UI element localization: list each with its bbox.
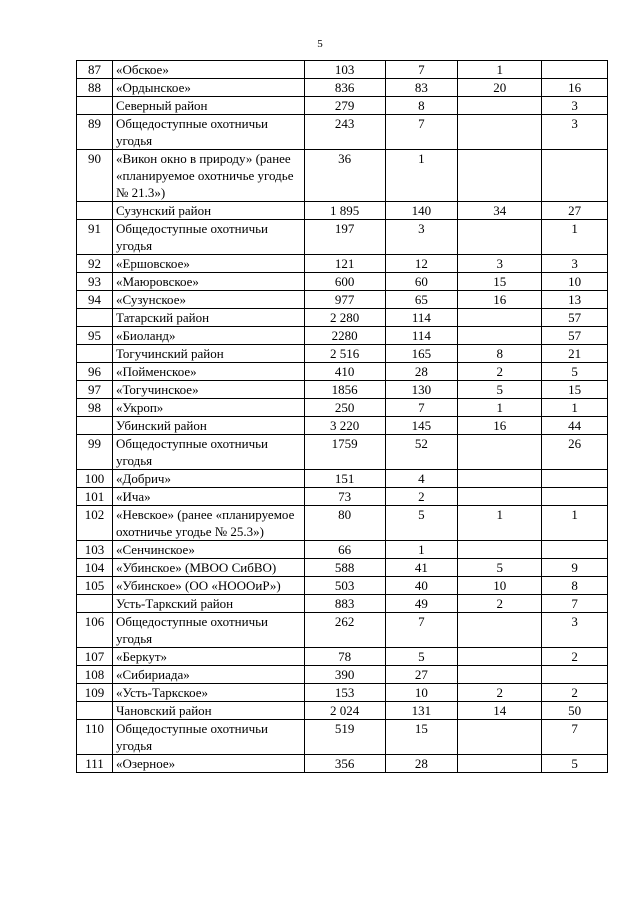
value-d-cell: 13 (542, 291, 608, 309)
value-a-cell: 78 (304, 648, 385, 666)
row-number-cell: 89 (77, 115, 113, 150)
value-c-cell: 10 (458, 577, 542, 595)
row-number-cell (77, 345, 113, 363)
value-b-cell: 28 (385, 363, 458, 381)
table-row (77, 309, 608, 327)
value-b-cell: 5 (385, 506, 458, 541)
ground-name-cell: Убинский район (112, 417, 304, 435)
row-number-cell: 102 (77, 506, 113, 541)
table-row (77, 255, 608, 273)
value-a-cell: 836 (304, 79, 385, 97)
value-b-cell: 28 (385, 755, 458, 773)
value-c-cell (458, 720, 542, 755)
table-row (77, 61, 608, 79)
value-c-cell: 16 (458, 417, 542, 435)
value-c-cell: 2 (458, 684, 542, 702)
value-a-cell: 151 (304, 470, 385, 488)
value-d-cell: 7 (542, 595, 608, 613)
value-c-cell (458, 220, 542, 255)
value-a-cell: 197 (304, 220, 385, 255)
value-a-cell: 250 (304, 399, 385, 417)
value-d-cell: 44 (542, 417, 608, 435)
table-row (77, 702, 608, 720)
row-number-cell: 100 (77, 470, 113, 488)
value-b-cell: 65 (385, 291, 458, 309)
ground-name-cell: «Сузунское» (112, 291, 304, 309)
value-a-cell: 80 (304, 506, 385, 541)
value-b-cell: 114 (385, 327, 458, 345)
table-row (77, 220, 608, 255)
row-number-cell: 106 (77, 613, 113, 648)
row-number-cell: 103 (77, 541, 113, 559)
table-row (77, 363, 608, 381)
value-d-cell: 2 (542, 684, 608, 702)
table-row (77, 115, 608, 150)
value-c-cell: 34 (458, 202, 542, 220)
value-a-cell: 356 (304, 755, 385, 773)
value-b-cell: 131 (385, 702, 458, 720)
value-a-cell: 600 (304, 273, 385, 291)
ground-name-cell: Татарский район (112, 309, 304, 327)
table-row (77, 381, 608, 399)
value-d-cell: 16 (542, 79, 608, 97)
ground-name-cell: Северный район (112, 97, 304, 115)
value-c-cell: 8 (458, 345, 542, 363)
row-number-cell (77, 595, 113, 613)
value-b-cell: 7 (385, 61, 458, 79)
value-b-cell: 10 (385, 684, 458, 702)
value-c-cell: 2 (458, 363, 542, 381)
value-c-cell (458, 613, 542, 648)
ground-name-cell: «Озерное» (112, 755, 304, 773)
value-a-cell: 1759 (304, 435, 385, 470)
value-d-cell: 15 (542, 381, 608, 399)
value-a-cell: 66 (304, 541, 385, 559)
hunting-grounds-table (76, 60, 608, 773)
row-number-cell: 96 (77, 363, 113, 381)
value-c-cell (458, 327, 542, 345)
value-c-cell: 14 (458, 702, 542, 720)
row-number-cell: 105 (77, 577, 113, 595)
table-row (77, 613, 608, 648)
ground-name-cell: Общедоступные охотничьи угодья (112, 720, 304, 755)
row-number-cell: 94 (77, 291, 113, 309)
ground-name-cell: «Невское» (ранее «планируемое охотничье угодье № 25.3») (112, 506, 304, 541)
value-d-cell (542, 470, 608, 488)
table-row (77, 755, 608, 773)
value-c-cell (458, 755, 542, 773)
value-a-cell: 410 (304, 363, 385, 381)
value-b-cell: 4 (385, 470, 458, 488)
row-number-cell (77, 97, 113, 115)
value-a-cell: 1856 (304, 381, 385, 399)
value-c-cell (458, 97, 542, 115)
table-row (77, 399, 608, 417)
value-a-cell: 2 024 (304, 702, 385, 720)
value-b-cell: 60 (385, 273, 458, 291)
value-a-cell: 2280 (304, 327, 385, 345)
table-body (77, 61, 608, 773)
table-row (77, 559, 608, 577)
table-row (77, 720, 608, 755)
value-a-cell: 883 (304, 595, 385, 613)
value-b-cell: 15 (385, 720, 458, 755)
value-c-cell (458, 115, 542, 150)
row-number-cell: 90 (77, 150, 113, 202)
ground-name-cell: «Ича» (112, 488, 304, 506)
value-b-cell: 83 (385, 79, 458, 97)
value-c-cell: 15 (458, 273, 542, 291)
table-row (77, 506, 608, 541)
value-b-cell: 49 (385, 595, 458, 613)
table-row (77, 417, 608, 435)
value-c-cell: 1 (458, 61, 542, 79)
ground-name-cell: Общедоступные охотничьи угодья (112, 613, 304, 648)
value-b-cell: 27 (385, 666, 458, 684)
value-b-cell: 1 (385, 150, 458, 202)
value-c-cell (458, 150, 542, 202)
ground-name-cell: «Обское» (112, 61, 304, 79)
value-b-cell: 8 (385, 97, 458, 115)
ground-name-cell: «Добрич» (112, 470, 304, 488)
ground-name-cell: Тогучинский район (112, 345, 304, 363)
table-row (77, 345, 608, 363)
value-b-cell: 130 (385, 381, 458, 399)
value-c-cell (458, 666, 542, 684)
table-row (77, 684, 608, 702)
row-number-cell: 104 (77, 559, 113, 577)
value-d-cell (542, 150, 608, 202)
value-c-cell (458, 541, 542, 559)
value-a-cell: 153 (304, 684, 385, 702)
ground-name-cell: «Беркут» (112, 648, 304, 666)
table-row (77, 488, 608, 506)
value-a-cell: 121 (304, 255, 385, 273)
value-d-cell: 26 (542, 435, 608, 470)
row-number-cell: 91 (77, 220, 113, 255)
value-a-cell: 103 (304, 61, 385, 79)
value-b-cell: 165 (385, 345, 458, 363)
table-row (77, 648, 608, 666)
value-a-cell: 36 (304, 150, 385, 202)
value-b-cell: 7 (385, 613, 458, 648)
value-a-cell: 977 (304, 291, 385, 309)
value-b-cell: 1 (385, 541, 458, 559)
value-d-cell: 1 (542, 220, 608, 255)
value-a-cell: 262 (304, 613, 385, 648)
ground-name-cell: «Убинское» (ОО «НОООиР») (112, 577, 304, 595)
row-number-cell: 109 (77, 684, 113, 702)
value-d-cell: 7 (542, 720, 608, 755)
value-b-cell: 7 (385, 115, 458, 150)
value-c-cell (458, 648, 542, 666)
value-d-cell: 3 (542, 97, 608, 115)
row-number-cell (77, 202, 113, 220)
row-number-cell: 87 (77, 61, 113, 79)
value-b-cell: 7 (385, 399, 458, 417)
value-d-cell: 3 (542, 613, 608, 648)
table-row (77, 273, 608, 291)
row-number-cell: 95 (77, 327, 113, 345)
row-number-cell: 111 (77, 755, 113, 773)
value-d-cell: 3 (542, 115, 608, 150)
row-number-cell (77, 417, 113, 435)
page-number: 5 (317, 38, 323, 50)
value-a-cell: 2 280 (304, 309, 385, 327)
ground-name-cell: «Маюровское» (112, 273, 304, 291)
value-a-cell: 519 (304, 720, 385, 755)
value-b-cell: 114 (385, 309, 458, 327)
value-b-cell: 40 (385, 577, 458, 595)
value-c-cell: 3 (458, 255, 542, 273)
ground-name-cell: Общедоступные охотничьи угодья (112, 435, 304, 470)
value-a-cell: 243 (304, 115, 385, 150)
table-row (77, 291, 608, 309)
value-a-cell: 73 (304, 488, 385, 506)
value-d-cell: 3 (542, 255, 608, 273)
value-a-cell: 3 220 (304, 417, 385, 435)
value-d-cell: 27 (542, 202, 608, 220)
table-row (77, 327, 608, 345)
row-number-cell (77, 702, 113, 720)
value-d-cell: 2 (542, 648, 608, 666)
value-d-cell (542, 666, 608, 684)
value-b-cell: 5 (385, 648, 458, 666)
value-b-cell: 140 (385, 202, 458, 220)
ground-name-cell: Общедоступные охотничьи угодья (112, 220, 304, 255)
table-row (77, 470, 608, 488)
table-row (77, 202, 608, 220)
value-c-cell: 16 (458, 291, 542, 309)
table-row (77, 577, 608, 595)
ground-name-cell: «Ордынское» (112, 79, 304, 97)
value-c-cell: 5 (458, 381, 542, 399)
value-a-cell: 1 895 (304, 202, 385, 220)
ground-name-cell: «Сибириада» (112, 666, 304, 684)
value-b-cell: 2 (385, 488, 458, 506)
value-b-cell: 3 (385, 220, 458, 255)
ground-name-cell: «Пойменское» (112, 363, 304, 381)
value-c-cell (458, 488, 542, 506)
ground-name-cell: «Викон окно в природу» (ранее «планируемое охотничье угодье № 21.3») (112, 150, 304, 202)
value-c-cell (458, 470, 542, 488)
row-number-cell: 107 (77, 648, 113, 666)
value-d-cell: 57 (542, 309, 608, 327)
value-a-cell: 588 (304, 559, 385, 577)
value-d-cell: 10 (542, 273, 608, 291)
value-a-cell: 279 (304, 97, 385, 115)
value-b-cell: 41 (385, 559, 458, 577)
ground-name-cell: Общедоступные охотничьи угодья (112, 115, 304, 150)
value-c-cell: 20 (458, 79, 542, 97)
value-c-cell: 5 (458, 559, 542, 577)
row-number-cell: 92 (77, 255, 113, 273)
row-number-cell: 88 (77, 79, 113, 97)
row-number-cell: 97 (77, 381, 113, 399)
ground-name-cell: Чановский район (112, 702, 304, 720)
value-d-cell: 21 (542, 345, 608, 363)
value-d-cell (542, 61, 608, 79)
value-d-cell: 57 (542, 327, 608, 345)
value-c-cell (458, 309, 542, 327)
value-b-cell: 145 (385, 417, 458, 435)
ground-name-cell: «Ершовское» (112, 255, 304, 273)
table-row (77, 666, 608, 684)
ground-name-cell: «Сенчинское» (112, 541, 304, 559)
ground-name-cell: «Укроп» (112, 399, 304, 417)
ground-name-cell: «Убинское» (МВОО СибВО) (112, 559, 304, 577)
value-d-cell: 5 (542, 755, 608, 773)
value-d-cell (542, 488, 608, 506)
table-row (77, 435, 608, 470)
ground-name-cell: «Усть-Таркское» (112, 684, 304, 702)
value-d-cell (542, 541, 608, 559)
value-c-cell: 2 (458, 595, 542, 613)
value-a-cell: 390 (304, 666, 385, 684)
table-row (77, 79, 608, 97)
table-row (77, 150, 608, 202)
value-b-cell: 12 (385, 255, 458, 273)
value-c-cell: 1 (458, 506, 542, 541)
row-number-cell (77, 309, 113, 327)
ground-name-cell: «Тогучинское» (112, 381, 304, 399)
value-a-cell: 2 516 (304, 345, 385, 363)
value-d-cell: 50 (542, 702, 608, 720)
table-row (77, 595, 608, 613)
ground-name-cell: Усть-Таркский район (112, 595, 304, 613)
value-b-cell: 52 (385, 435, 458, 470)
value-c-cell (458, 435, 542, 470)
row-number-cell: 93 (77, 273, 113, 291)
value-c-cell: 1 (458, 399, 542, 417)
row-number-cell: 99 (77, 435, 113, 470)
value-a-cell: 503 (304, 577, 385, 595)
value-d-cell: 1 (542, 399, 608, 417)
row-number-cell: 98 (77, 399, 113, 417)
ground-name-cell: Сузунский район (112, 202, 304, 220)
value-d-cell: 5 (542, 363, 608, 381)
value-d-cell: 8 (542, 577, 608, 595)
row-number-cell: 108 (77, 666, 113, 684)
ground-name-cell: «Биоланд» (112, 327, 304, 345)
table-row (77, 97, 608, 115)
row-number-cell: 101 (77, 488, 113, 506)
table-row (77, 541, 608, 559)
value-d-cell: 1 (542, 506, 608, 541)
value-d-cell: 9 (542, 559, 608, 577)
row-number-cell: 110 (77, 720, 113, 755)
